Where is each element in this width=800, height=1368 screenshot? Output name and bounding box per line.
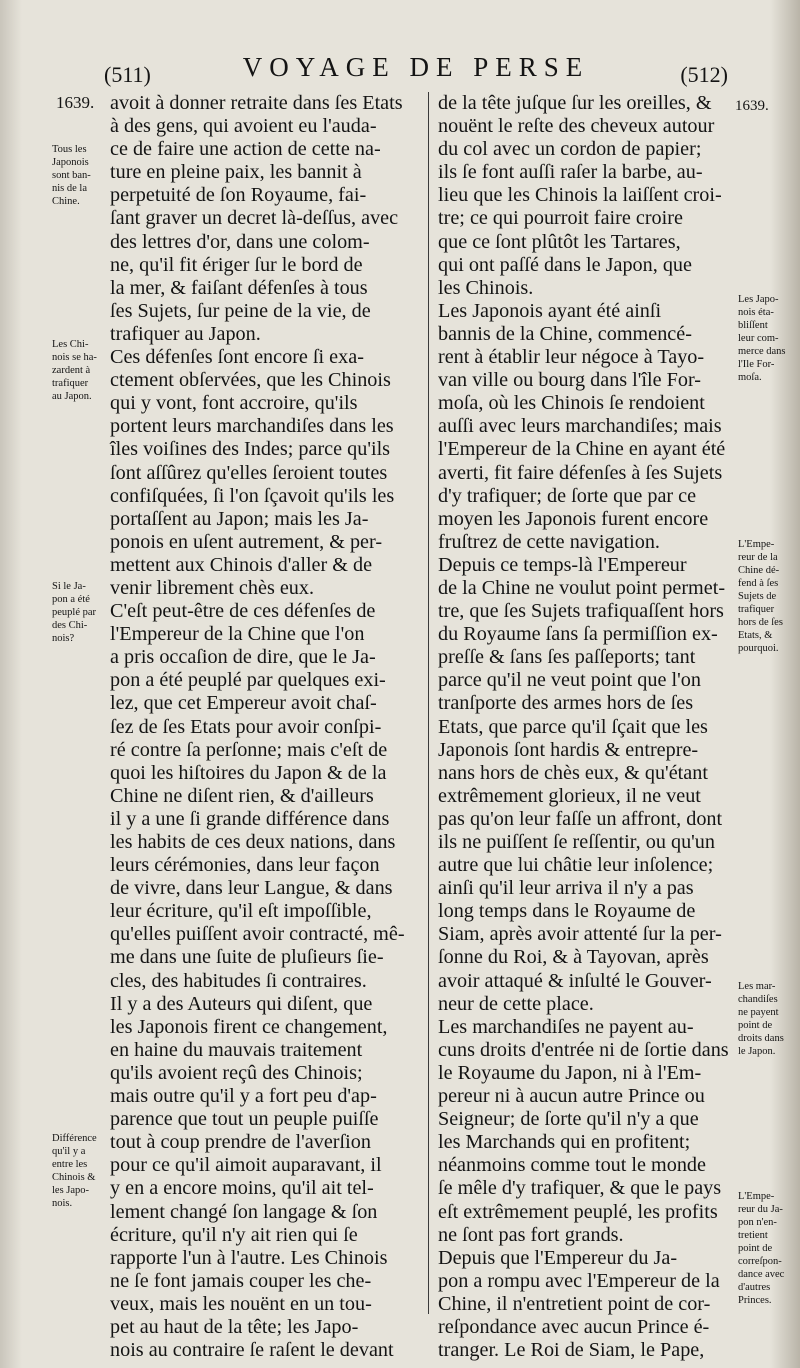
page-number-right: (512) xyxy=(680,62,728,87)
margin-note-line: Etats, & xyxy=(738,630,773,641)
text-line: eſt extrêmement peuplé, les profits xyxy=(438,1200,718,1223)
text-line: Chine ne diſent rien, & d'ailleurs xyxy=(110,784,374,807)
margin-note-line: pon a été xyxy=(52,594,90,605)
text-line: cuns droits d'entrée ni de ſortie dans xyxy=(438,1038,729,1061)
text-line: quoi les hiſtoires du Japon & de la xyxy=(110,761,387,784)
margin-note-line: nois se ha- xyxy=(52,352,97,363)
text-line: Ces défenſes ſont encore ſi exa- xyxy=(110,346,364,369)
margin-note-line: Les Chi- xyxy=(52,339,89,350)
column-divider xyxy=(428,92,429,1314)
page-edge-shadow-left xyxy=(0,0,22,1368)
margin-note-left xyxy=(52,143,91,208)
margin-note-line: au Japon. xyxy=(52,391,92,402)
margin-note-line: les Japo- xyxy=(52,1185,90,1196)
text-line: ré contre ſa perſonne; mais c'eſt de xyxy=(110,738,388,761)
margin-note-line: trafiquer xyxy=(738,604,775,615)
margin-note-line: hors de ſes xyxy=(738,617,783,628)
text-line: qui ont paſſé dans le Japon, que xyxy=(438,253,692,276)
text-line: qu'ils avoient reçû des Chinois; xyxy=(110,1061,363,1084)
text-line: pet au haut de la tête; les Japo- xyxy=(110,1315,359,1338)
text-line: leur écriture, qu'il eſt impoſſible, xyxy=(110,900,372,923)
margin-note-line: point de xyxy=(738,1020,773,1031)
margin-note-line: Chine. xyxy=(52,196,80,207)
text-line: Seigneur; de ſorte qu'il n'y a que xyxy=(438,1108,699,1131)
text-line: nois au contraire ſe raſent le devant xyxy=(110,1339,394,1362)
text-line: confiſquées, ſi l'on ſçavoit qu'ils les xyxy=(110,484,395,507)
text-line: pon a été peuplé par quelques exi- xyxy=(110,669,386,692)
text-line: tranſporte des armes hors de ſes xyxy=(438,692,694,715)
text-line: pour ce qu'il aimoit auparavant, il xyxy=(110,1154,382,1177)
text-line: il y a une ſi grande différence dans xyxy=(110,807,390,830)
margin-note-left xyxy=(52,338,97,403)
margin-note-line: nois. xyxy=(52,1198,73,1209)
text-line: ſez de ſes Etats pour avoir conſpi- xyxy=(110,715,382,738)
text-line: lement changé ſon langage & ſon xyxy=(110,1200,378,1223)
text-line: Depuis que l'Empereur du Ja- xyxy=(438,1246,678,1269)
margin-note-line: Si le Ja- xyxy=(52,581,86,592)
margin-note-line: Sujets de xyxy=(738,591,777,602)
text-line: qu'elles puiſſent avoir contracté, mê- xyxy=(110,923,405,946)
margin-note-line: nois? xyxy=(52,633,75,644)
text-line: Etats, que parce qu'il ſçait que les xyxy=(438,715,708,738)
text-line: mettent aux Chinois d'aller & de xyxy=(110,553,373,576)
text-line: ponois en uſent autrement, & per- xyxy=(110,530,383,553)
text-line: d'y trafiquer; de ſorte que par ce xyxy=(438,484,697,507)
text-line: extrêmement glorieux, il ne veut xyxy=(438,784,701,807)
page-number-left: (511) xyxy=(104,62,151,87)
text-line: mais outre qu'il y a fort peu d'ap- xyxy=(110,1085,377,1108)
text-line: Siam, après avoir attenté ſur la per- xyxy=(438,923,722,946)
text-line: ne ſe font jamais couper les che- xyxy=(110,1269,372,1292)
margin-note-line: nis de la xyxy=(52,183,87,194)
text-line: leurs cérémonies, dans leur façon xyxy=(110,854,380,877)
margin-note-right xyxy=(738,1190,784,1307)
margin-note-line: ne payent xyxy=(738,1007,779,1018)
margin-note-line: point de xyxy=(738,1243,773,1254)
text-line: de la tête juſque ſur les oreilles, & xyxy=(438,92,712,114)
text-line: les habits de ces deux nations, dans xyxy=(110,831,396,853)
text-line: Japonois ſont hardis & entrepre- xyxy=(438,738,699,761)
text-line: à des gens, qui avoient eu l'auda- xyxy=(110,115,377,138)
page-header xyxy=(96,52,736,92)
margin-note-right xyxy=(738,980,784,1058)
text-line: de la Chine ne voulut point permet- xyxy=(438,576,726,599)
margin-note-line: qu'il y a xyxy=(52,1146,86,1157)
text-line: y en a encore moins, qu'il ait tel- xyxy=(110,1177,374,1200)
text-line: moſa, où les Chinois ſe rendoient xyxy=(438,392,705,415)
margin-note-line: chandiſes xyxy=(738,994,778,1005)
margin-note-left xyxy=(52,1132,97,1210)
text-line: nans hors de chès eux, & qu'étant xyxy=(438,761,708,784)
text-line: avoit à donner retraite dans ſes Etats xyxy=(110,92,403,114)
text-line: les Chinois. xyxy=(438,276,534,299)
text-line: lez, que cet Empereur avoit chaſ- xyxy=(110,692,377,715)
text-line: ture en pleine paix, les bannit à xyxy=(110,161,362,184)
text-line: ne ſont pas fort grands. xyxy=(438,1223,624,1246)
text-line: rapporte l'un à l'autre. Les Chinois xyxy=(110,1246,388,1269)
text-line: neur de cette place. xyxy=(438,992,594,1015)
margin-note-right xyxy=(738,538,783,655)
margin-note-left xyxy=(52,580,96,645)
text-line: ce de faire une action de cette na- xyxy=(110,138,381,161)
text-line: Il y a des Auteurs qui diſent, que xyxy=(110,992,373,1015)
text-line: ils ſe font auſſi raſer la barbe, au- xyxy=(438,161,703,184)
text-line: tranger. Le Roi de Siam, le Pape, xyxy=(438,1339,705,1362)
text-line: tre; ce qui pourroit faire croire xyxy=(438,207,683,230)
text-line: pas qu'on leur faſſe un affront, dont xyxy=(438,807,723,830)
text-line: Les marchandiſes ne payent au- xyxy=(438,1015,694,1038)
margin-note-line: pourquoi. xyxy=(738,643,779,654)
text-line: ſont aſſûrez qu'elles ſeroient toutes xyxy=(110,461,388,484)
text-line: long temps dans le Royaume de xyxy=(438,900,696,923)
text-line: ctement obſervées, que les Chinois xyxy=(110,369,391,392)
margin-note-line: sont ban- xyxy=(52,170,91,181)
text-line: fruſtrez de cette navigation. xyxy=(438,530,660,553)
text-line: en haine du mauvais traitement xyxy=(110,1038,363,1061)
text-line: moyen les Japonois furent encore xyxy=(438,507,709,530)
text-line: des lettres d'or, dans une colom- xyxy=(110,230,370,253)
text-line: portent leurs marchandiſes dans les xyxy=(110,415,394,438)
text-line: parence que tout un peuple puiſſe xyxy=(110,1108,379,1131)
margin-note-line: Japonois xyxy=(52,157,89,168)
margin-note-line: Chine dé- xyxy=(738,565,780,576)
margin-note-line: Les Japo- xyxy=(738,294,779,305)
text-line: ils ne puiſſent ſe reſſentir, ou qu'un xyxy=(438,831,715,853)
text-line: du Royaume ſans ſa permiſſion ex- xyxy=(438,623,718,646)
text-line: autre que lui châtie leur inſolence; xyxy=(438,854,714,877)
margin-note-right xyxy=(738,293,786,384)
text-line: pon a rompu avec l'Empereur de la xyxy=(438,1269,720,1292)
text-line: ainſi qu'il leur arriva il n'y a pas xyxy=(438,877,694,900)
text-column-right xyxy=(438,92,736,1362)
text-line: Depuis ce temps-là l'Empereur xyxy=(438,553,687,576)
margin-note-line: peuplé par xyxy=(52,607,97,618)
margin-note-line: bliſſent xyxy=(738,320,768,331)
text-line: lieu que les Chinois la laiſſent croi- xyxy=(438,184,722,207)
margin-note-line: droits dans xyxy=(738,1033,784,1044)
text-line: la mer, & faiſant défenſes à tous xyxy=(110,276,368,299)
text-line: les Marchands qui en profitent; xyxy=(438,1131,691,1154)
text-column-left xyxy=(110,92,428,1362)
text-line: portaſſent au Japon; mais les Ja- xyxy=(110,507,369,530)
text-line: de vivre, dans leur Langue, & dans xyxy=(110,877,393,900)
text-line: les Japonois firent ce changement, xyxy=(110,1015,388,1038)
margin-note-line: leur com- xyxy=(738,333,779,344)
text-line: bannis de la Chine, commencé- xyxy=(438,322,692,345)
text-line: pereur ni à aucun autre Prince ou xyxy=(438,1085,705,1108)
text-line: trafiquer au Japon. xyxy=(110,322,261,345)
text-line: C'eſt peut-être de ces défenſes de xyxy=(110,600,376,623)
text-line: du col avec un cordon de papier; xyxy=(438,138,702,161)
text-line: ne, qu'il fit ériger ſur le bord de xyxy=(110,253,363,276)
text-line: que ce ſont plûtôt les Tartares, xyxy=(438,230,681,253)
margin-note-line: Les mar- xyxy=(738,981,776,992)
text-line: néanmoins comme tout le monde xyxy=(438,1154,706,1177)
text-line: auſſi avec leurs marchandiſes; mais xyxy=(438,415,722,438)
margin-note-line: nois éta- xyxy=(738,307,774,318)
text-line: venir librement chès eux. xyxy=(110,576,315,599)
text-line: rent à établir leur négoce à Tayo- xyxy=(438,346,705,369)
margin-note-line: reur du Ja- xyxy=(738,1204,783,1215)
text-line: tout à coup prendre de l'averſion xyxy=(110,1131,371,1154)
text-line: ſonne du Roi, & à Tayovan, après xyxy=(438,946,709,969)
text-line: veux, mais les nouënt en un tou- xyxy=(110,1292,372,1315)
margin-note-line: correſpon- xyxy=(738,1256,782,1267)
margin-note-line: le Japon. xyxy=(738,1046,776,1057)
text-line: parce qu'il ne veut point que l'on xyxy=(438,669,701,692)
text-line: van ville ou bourg dans l'île For- xyxy=(438,369,702,392)
margin-note-line: fend à ſes xyxy=(738,578,779,589)
text-line: ſes Sujets, ſur peine de la vie, de xyxy=(110,299,371,322)
margin-note-line: Chinois & xyxy=(52,1172,96,1183)
text-line: le Royaume du Japon, ni à l'Em- xyxy=(438,1061,702,1084)
margin-note-line: L'Empe- xyxy=(738,1191,775,1202)
text-line: l'Empereur de la Chine que l'on xyxy=(110,623,365,646)
margin-year-right: 1639. xyxy=(735,98,769,114)
margin-note-line: zardent à xyxy=(52,365,91,376)
text-line: ſe mêle d'y trafiquer, & que le pays xyxy=(438,1177,722,1200)
margin-note-line: entre les xyxy=(52,1159,88,1170)
text-line: avoir attaqué & inſulté le Gouver- xyxy=(438,969,712,992)
text-line: îles voiſines des Indes; parce qu'ils xyxy=(110,438,391,461)
text-line: nouënt le reſte des cheveux autour xyxy=(438,115,715,138)
text-line: qui y vont, font accroire, qu'ils xyxy=(110,392,358,415)
text-line: me dans une ſuite de pluſieurs ſie- xyxy=(110,946,384,969)
text-line: perpetuité de ſon Royaume, fai- xyxy=(110,184,367,207)
text-line: Les Japonois ayant été ainſi xyxy=(438,299,662,322)
margin-note-line: l'Ile For- xyxy=(738,359,775,370)
text-line: ſant graver un decret là-deſſus, avec xyxy=(110,207,399,230)
page-edge-shadow-right xyxy=(770,0,800,1368)
text-line: écriture, qu'il n'y ait rien qui ſe xyxy=(110,1223,358,1246)
margin-note-line: merce dans xyxy=(738,346,786,357)
margin-note-line: Tous les xyxy=(52,144,87,155)
margin-note-line: Princes. xyxy=(738,1295,772,1306)
text-line: preſſe & ſans ſes paſſeports; tant xyxy=(438,646,696,669)
text-line: averti, fit faire défenſes à ſes Sujets xyxy=(438,461,723,484)
text-line: reſpondance avec aucun Prince é- xyxy=(438,1315,710,1338)
margin-year-left: 1639. xyxy=(56,93,95,112)
margin-note-line: dance avec xyxy=(738,1269,785,1280)
margin-note-line: reur de la xyxy=(738,552,778,563)
margin-note-line: L'Empe- xyxy=(738,539,775,550)
text-line: a pris occaſion de dire, que le Ja- xyxy=(110,646,376,669)
margin-note-line: moſa. xyxy=(738,372,762,383)
text-line: cles, des habitudes ſi contraires. xyxy=(110,969,367,992)
text-line: l'Empereur de la Chine en ayant été xyxy=(438,438,726,461)
text-line: Chine, il n'entretient point de cor- xyxy=(438,1292,711,1315)
text-line: tre, que ſes Sujets trafiquaſſent hors xyxy=(438,600,724,623)
margin-note-line: trafiquer xyxy=(52,378,89,389)
margin-note-line: pon n'en- xyxy=(738,1217,777,1228)
margin-note-line: Différence xyxy=(52,1133,97,1144)
margin-note-line: des Chi- xyxy=(52,620,88,631)
margin-note-line: d'autres xyxy=(738,1282,771,1293)
margin-note-line: tretient xyxy=(738,1230,768,1241)
running-title: VOYAGE DE PERSE xyxy=(242,52,590,82)
